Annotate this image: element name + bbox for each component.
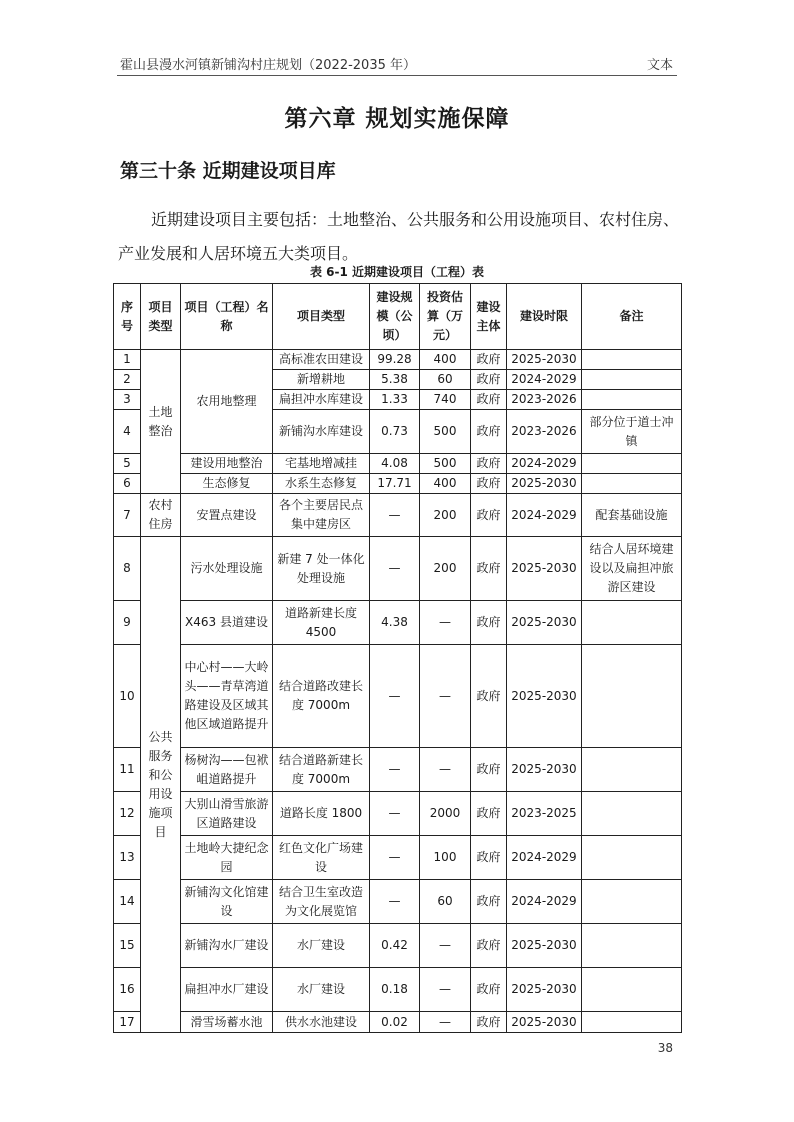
document-type: 文本 — [646, 58, 673, 73]
cell-owner: 政府 — [471, 390, 507, 410]
cell-remark — [582, 454, 682, 474]
cell-period: 2023-2026 — [507, 410, 582, 454]
cell-scale: — — [370, 836, 420, 880]
cell-no: 5 — [114, 454, 141, 474]
cell-no: 13 — [114, 836, 141, 880]
table-row — [114, 454, 682, 474]
cell-invest: 500 — [420, 454, 471, 474]
cell-type: 水厂建设 — [273, 924, 370, 968]
cell-type: 道路长度 1800 — [273, 792, 370, 836]
table-row — [114, 748, 682, 792]
cell-owner: 政府 — [471, 880, 507, 924]
chapter-title: 第六章 规划实施保障 — [284, 106, 510, 132]
cell-scale: — — [370, 645, 420, 748]
category-cell: 公共服务和公用设施项目 — [141, 537, 181, 1033]
header-no: 序号 — [114, 284, 141, 350]
cell-type: 供水水池建设 — [273, 1012, 370, 1033]
cell-type: 道路新建长度4500 — [273, 601, 370, 645]
cell-no: 17 — [114, 1012, 141, 1033]
cell-scale: 4.08 — [370, 454, 420, 474]
cell-invest: 740 — [420, 390, 471, 410]
header-owner: 建设主体 — [471, 284, 507, 350]
group-cell: 建设用地整治 — [181, 454, 273, 474]
document-title: 霍山县漫水河镇新铺沟村庄规划（2022-2035 年） — [120, 58, 416, 73]
cell-type: 结合卫生室改造为文化展览馆 — [273, 880, 370, 924]
cell-type: 宅基地增减挂 — [273, 454, 370, 474]
table-header-row — [114, 284, 682, 350]
cell-no: 4 — [114, 410, 141, 454]
cell-remark — [582, 968, 682, 1012]
cell-remark — [582, 792, 682, 836]
cell-no: 2 — [114, 370, 141, 390]
cell-remark — [582, 390, 682, 410]
cell-invest: — — [420, 924, 471, 968]
cell-period: 2024-2029 — [507, 454, 582, 474]
cell-type: 高标准农田建设 — [273, 350, 370, 370]
cell-invest: — — [420, 601, 471, 645]
group-cell: 扁担冲水厂建设 — [181, 968, 273, 1012]
cell-remark: 结合人居环境建设以及扁担冲旅游区建设 — [582, 537, 682, 601]
cell-owner: 政府 — [471, 454, 507, 474]
cell-remark — [582, 836, 682, 880]
table-row — [114, 537, 682, 601]
cell-period: 2025-2030 — [507, 645, 582, 748]
cell-type: 结合道路改建长度 7000m — [273, 645, 370, 748]
group-cell: 中心村——大岭头——青草湾道路建设及区域其他区域道路提升 — [181, 645, 273, 748]
cell-owner: 政府 — [471, 924, 507, 968]
table-row — [114, 350, 682, 370]
cell-type: 新增耕地 — [273, 370, 370, 390]
table-row — [114, 792, 682, 836]
cell-period: 2023-2026 — [507, 390, 582, 410]
group-cell: 新铺沟水厂建设 — [181, 924, 273, 968]
cell-owner: 政府 — [471, 968, 507, 1012]
header-scale: 建设规模（公顷） — [370, 284, 420, 350]
cell-no: 12 — [114, 792, 141, 836]
header-type: 项目类型 — [273, 284, 370, 350]
cell-scale: — — [370, 748, 420, 792]
group-cell: 农用地整理 — [181, 350, 273, 454]
cell-invest: 60 — [420, 370, 471, 390]
cell-owner: 政府 — [471, 645, 507, 748]
cell-period: 2025-2030 — [507, 924, 582, 968]
cell-invest: 200 — [420, 494, 471, 537]
cell-invest: 60 — [420, 880, 471, 924]
group-cell: 生态修复 — [181, 474, 273, 494]
cell-scale: 0.02 — [370, 1012, 420, 1033]
cell-type: 水厂建设 — [273, 968, 370, 1012]
cell-owner: 政府 — [471, 836, 507, 880]
cell-invest: — — [420, 748, 471, 792]
cell-owner: 政府 — [471, 792, 507, 836]
table-row — [114, 880, 682, 924]
cell-type: 新铺沟水库建设 — [273, 410, 370, 454]
cell-invest: 400 — [420, 350, 471, 370]
header-invest: 投资估算（万元） — [420, 284, 471, 350]
group-cell: X463 县道建设 — [181, 601, 273, 645]
cell-owner: 政府 — [471, 1012, 507, 1033]
table-row — [114, 601, 682, 645]
cell-period: 2025-2030 — [507, 474, 582, 494]
cell-period: 2025-2030 — [507, 350, 582, 370]
table-row — [114, 836, 682, 880]
cell-remark — [582, 1012, 682, 1033]
cell-period: 2025-2030 — [507, 601, 582, 645]
cell-no: 8 — [114, 537, 141, 601]
table-row — [114, 645, 682, 748]
cell-remark — [582, 370, 682, 390]
cell-period: 2024-2029 — [507, 494, 582, 537]
cell-remark — [582, 924, 682, 968]
cell-scale: 4.38 — [370, 601, 420, 645]
cell-type: 结合道路新建长度 7000m — [273, 748, 370, 792]
cell-invest: — — [420, 645, 471, 748]
cell-owner: 政府 — [471, 350, 507, 370]
cell-invest: 200 — [420, 537, 471, 601]
cell-period: 2023-2025 — [507, 792, 582, 836]
cell-owner: 政府 — [471, 537, 507, 601]
group-cell: 新铺沟文化馆建设 — [181, 880, 273, 924]
cell-owner: 政府 — [471, 601, 507, 645]
cell-no: 1 — [114, 350, 141, 370]
header-category: 项目类型 — [141, 284, 181, 350]
cell-period: 2024-2029 — [507, 836, 582, 880]
category-cell: 农村住房 — [141, 494, 181, 537]
cell-period: 2025-2030 — [507, 1012, 582, 1033]
cell-type: 水系生态修复 — [273, 474, 370, 494]
cell-scale: 99.28 — [370, 350, 420, 370]
header-remark: 备注 — [582, 284, 682, 350]
table-row — [114, 474, 682, 494]
header-period: 建设时限 — [507, 284, 582, 350]
cell-scale: 0.73 — [370, 410, 420, 454]
cell-no: 10 — [114, 645, 141, 748]
cell-period: 2024-2029 — [507, 370, 582, 390]
cell-invest: 2000 — [420, 792, 471, 836]
cell-owner: 政府 — [471, 410, 507, 454]
cell-invest: 100 — [420, 836, 471, 880]
group-cell: 滑雪场蓄水池 — [181, 1012, 273, 1033]
group-cell: 土地岭大捷纪念园 — [181, 836, 273, 880]
cell-period: 2025-2030 — [507, 748, 582, 792]
cell-owner: 政府 — [471, 370, 507, 390]
cell-remark — [582, 645, 682, 748]
cell-type: 新建 7 处一体化处理设施 — [273, 537, 370, 601]
cell-remark — [582, 880, 682, 924]
cell-type: 红色文化广场建设 — [273, 836, 370, 880]
cell-period: 2024-2029 — [507, 880, 582, 924]
cell-no: 15 — [114, 924, 141, 968]
cell-invest: — — [420, 1012, 471, 1033]
project-table — [113, 283, 682, 1033]
cell-no: 11 — [114, 748, 141, 792]
cell-no: 14 — [114, 880, 141, 924]
cell-remark — [582, 748, 682, 792]
group-cell: 杨树沟——包袱岨道路提升 — [181, 748, 273, 792]
cell-no: 9 — [114, 601, 141, 645]
table-row — [114, 924, 682, 968]
cell-no: 7 — [114, 494, 141, 537]
article-title: 第三十条 近期建设项目库 — [120, 160, 336, 182]
intro-paragraph: 近期建设项目主要包括：土地整治、公共服务和公用设施项目、农村住房、产业发展和人居环境五大类项目。 — [118, 210, 680, 263]
cell-no: 16 — [114, 968, 141, 1012]
cell-scale: — — [370, 494, 420, 537]
cell-period: 2025-2030 — [507, 537, 582, 601]
cell-scale: 0.42 — [370, 924, 420, 968]
cell-remark: 部分位于道士冲镇 — [582, 410, 682, 454]
table-row — [114, 968, 682, 1012]
cell-invest: — — [420, 968, 471, 1012]
table-caption: 表 6-1 近期建设项目（工程）表 — [309, 265, 485, 279]
cell-remark — [582, 350, 682, 370]
header-name: 项目（工程）名称 — [181, 284, 273, 350]
cell-remark: 配套基础设施 — [582, 494, 682, 537]
cell-scale: — — [370, 792, 420, 836]
cell-owner: 政府 — [471, 748, 507, 792]
table-row — [114, 1012, 682, 1033]
cell-owner: 政府 — [471, 474, 507, 494]
cell-no: 3 — [114, 390, 141, 410]
cell-no: 6 — [114, 474, 141, 494]
cell-remark — [582, 474, 682, 494]
cell-type: 各个主要居民点集中建房区 — [273, 494, 370, 537]
cell-invest: 400 — [420, 474, 471, 494]
category-cell: 土地整治 — [141, 350, 181, 494]
cell-scale: 17.71 — [370, 474, 420, 494]
header-divider — [117, 75, 677, 76]
cell-invest: 500 — [420, 410, 471, 454]
cell-type: 扁担冲水库建设 — [273, 390, 370, 410]
group-cell: 污水处理设施 — [181, 537, 273, 601]
cell-scale: — — [370, 880, 420, 924]
cell-scale: 0.18 — [370, 968, 420, 1012]
page-number: 38 — [657, 1041, 673, 1055]
cell-scale: 1.33 — [370, 390, 420, 410]
group-cell: 大别山滑雪旅游区道路建设 — [181, 792, 273, 836]
cell-scale: 5.38 — [370, 370, 420, 390]
cell-owner: 政府 — [471, 494, 507, 537]
table-row — [114, 494, 682, 537]
cell-period: 2025-2030 — [507, 968, 582, 1012]
cell-scale: — — [370, 537, 420, 601]
group-cell: 安置点建设 — [181, 494, 273, 537]
cell-remark — [582, 601, 682, 645]
